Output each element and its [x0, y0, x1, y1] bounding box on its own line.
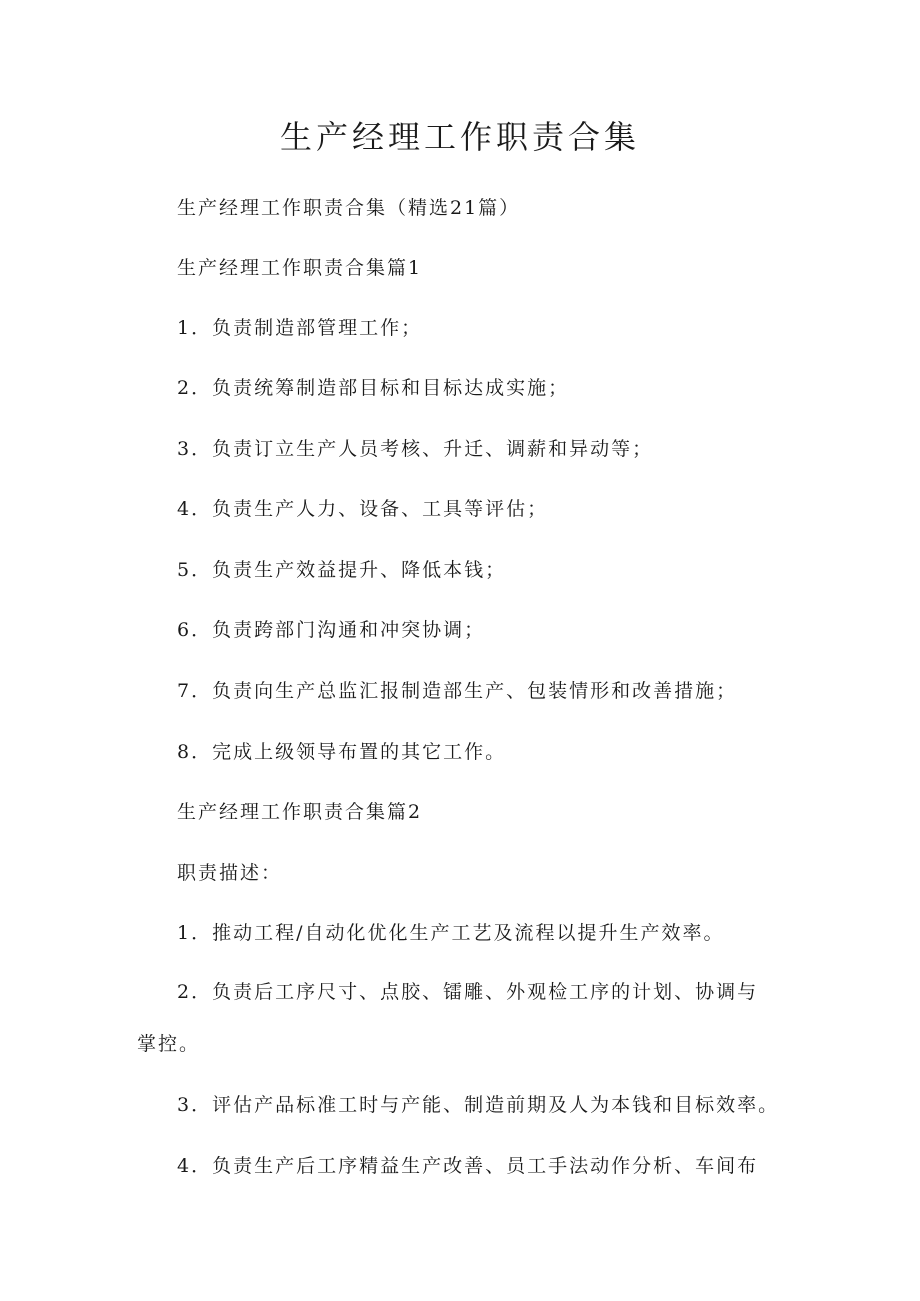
section-label: 职责描述：	[177, 862, 283, 884]
list-item: 3．负责订立生产人员考核、升迁、调薪和异动等；	[177, 438, 654, 460]
list-item: 6．负责跨部门沟通和冲突协调；	[177, 619, 486, 641]
list-item: 8．完成上级领导布置的其它工作。	[177, 741, 507, 763]
section-heading-2: 生产经理工作职责合集篇2	[177, 801, 423, 823]
list-item: 2．负责统筹制造部目标和目标达成实施；	[177, 377, 570, 399]
subtitle-paragraph: 生产经理工作职责合集（精选21篇）	[177, 197, 521, 219]
list-item: 1．推动工程/自动化优化生产工艺及流程以提升生产效率。	[177, 922, 725, 944]
document-title: 生产经理工作职责合集	[279, 118, 640, 156]
list-item: 3．评估产品标准工时与产能、制造前期及人为本钱和目标效率。	[177, 1094, 780, 1116]
list-item: 4．负责生产后工序精益生产改善、员工手法动作分析、车间布	[177, 1155, 759, 1177]
list-item: 4．负责生产人力、设备、工具等评估；	[177, 498, 549, 520]
section-heading-1: 生产经理工作职责合集篇1	[177, 257, 423, 279]
list-item: 5．负责生产效益提升、降低本钱；	[177, 559, 507, 581]
list-item: 1．负责制造部管理工作；	[177, 317, 423, 339]
list-item: 2．负责后工序尺寸、点胶、镭雕、外观检工序的计划、协调与掌控。	[137, 981, 759, 1055]
list-item: 7．负责向生产总监汇报制造部生产、包装情形和改善措施；	[177, 680, 738, 702]
